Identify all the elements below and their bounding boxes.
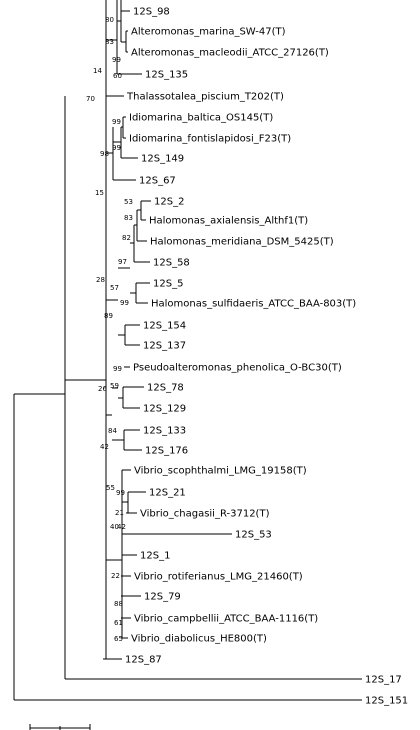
taxon-label: Idiomarina_baltica_OS145(T) — [129, 112, 274, 124]
bootstrap-value: 14 — [93, 67, 102, 75]
scale-bar — [30, 724, 90, 730]
bootstrap-value: 55 — [106, 484, 115, 492]
bootstrap-value: 83 — [124, 214, 133, 222]
taxon-labels — [125, 7, 408, 707]
taxon-label: 12S_137 — [143, 340, 187, 352]
bootstrap-value: 89 — [104, 312, 113, 320]
taxon-label: Vibrio_rotiferianus_LMG_21460(T) — [134, 571, 303, 583]
bootstrap-value: 88 — [114, 600, 123, 608]
bootstrap-value: 99 — [112, 118, 121, 126]
bootstrap-value: 99 — [112, 56, 121, 64]
taxon-label: 12S_87 — [125, 654, 162, 666]
taxon-label: 12S_154 — [143, 320, 187, 332]
taxon-label: Idiomarina_fontislapidosi_F23(T) — [129, 133, 292, 145]
bootstrap-value: 98 — [100, 150, 109, 158]
taxon-label: 12S_98 — [133, 6, 170, 18]
bootstrap-value: 57 — [110, 284, 119, 292]
bootstrap-value: 22 — [111, 572, 120, 580]
taxon-label: Halomonas_sulfidaeris_ATCC_BAA-803(T) — [151, 298, 357, 310]
bootstrap-value: 26 — [98, 385, 107, 393]
bootstrap-value: 28 — [96, 276, 105, 284]
taxon-label: 12S_2 — [154, 196, 185, 208]
bootstrap-value: 42 — [100, 443, 109, 451]
taxon-label: Halomonas_meridiana_DSM_5425(T) — [150, 236, 334, 248]
bootstrap-value: 84 — [108, 427, 117, 435]
bootstrap-value: 80 — [105, 16, 114, 24]
taxon-label: Vibrio_chagasii_R-3712(T) — [140, 508, 270, 520]
taxon-label: Halomonas_axialensis_Althf1(T) — [149, 215, 309, 227]
taxon-label: Vibrio_diabolicus_HE800(T) — [131, 633, 267, 645]
bootstrap-value: 15 — [95, 189, 104, 197]
bootstrap-value: 99 — [112, 144, 121, 152]
bootstrap-values — [86, 16, 133, 643]
bootstrap-value: 42 — [117, 523, 126, 531]
taxon-label: 12S_58 — [153, 257, 190, 269]
bootstrap-value: 60 — [113, 72, 122, 80]
taxon-label: 12S_78 — [147, 382, 184, 394]
bootstrap-value: 97 — [118, 258, 127, 266]
taxon-label: 12S_1 — [140, 550, 171, 562]
taxon-label: Thalassotalea_piscium_T202(T) — [127, 91, 284, 103]
bootstrap-value: 83 — [105, 38, 114, 46]
bootstrap-value: 53 — [124, 198, 133, 206]
taxon-label: Vibrio_scophthalmi_LMG_19158(T) — [134, 465, 307, 477]
taxon-label: 12S_5 — [153, 278, 184, 290]
bootstrap-value: 82 — [122, 234, 131, 242]
taxon-label: 12S_149 — [141, 153, 185, 165]
taxon-label: 12S_53 — [235, 529, 272, 541]
taxon-label: 12S_129 — [143, 403, 187, 415]
taxon-label: 12S_79 — [144, 591, 181, 603]
bootstrap-value: 61 — [114, 619, 123, 627]
taxon-label: Alteromonas_marina_SW-47(T) — [131, 26, 286, 38]
bootstrap-value: 21 — [115, 509, 124, 517]
bootstrap-value: 59 — [110, 382, 119, 390]
taxon-label: 12S_17 — [365, 674, 402, 686]
bootstrap-value: 70 — [86, 95, 95, 103]
taxon-label: 12S_135 — [145, 69, 189, 81]
tree-branches — [14, 0, 362, 700]
taxon-label: 12S_151 — [365, 695, 409, 707]
taxon-label: 12S_133 — [143, 425, 187, 437]
taxon-label: Vibrio_campbellii_ATCC_BAA-1116(T) — [134, 613, 319, 625]
bootstrap-value: 40 — [110, 523, 119, 531]
taxon-label: Alteromonas_macleodii_ATCC_27126(T) — [131, 47, 329, 59]
bootstrap-value: 99 — [120, 299, 129, 307]
taxon-label: 12S_67 — [139, 175, 176, 187]
bootstrap-value: 65 — [114, 635, 123, 643]
taxon-label: Pseudoalteromonas_phenolica_O-BC30(T) — [133, 362, 342, 374]
taxon-label: 12S_21 — [149, 487, 186, 499]
bootstrap-value: 99 — [116, 489, 125, 497]
taxon-label: 12S_176 — [145, 445, 189, 457]
bootstrap-value: 99 — [113, 365, 122, 373]
